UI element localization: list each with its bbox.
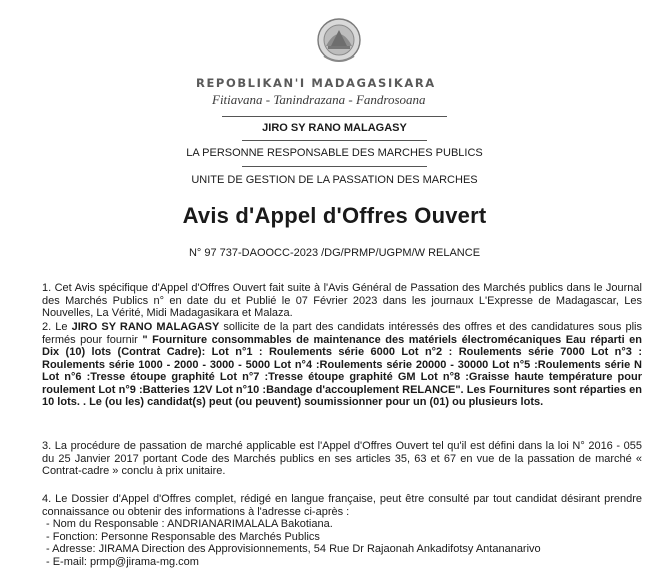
notice-reference: N° 97 737-DAOOCC-2023 /DG/PRMP/UGPM/W RELANCE (188, 247, 481, 259)
country-name: REPOBLIKAN'I MADAGASIKARA (196, 76, 436, 90)
org-divider (242, 140, 427, 141)
paragraph-3: 3. La procédure de passation de marché applicable est l'Appel d'Offres Ouvert tel qu'il est défini dans la loi N° 2016 - 055 du 25 Janvier 2017 portant Code des Marchés publics en ses articles 35, 63 et 67 en vue de la passation de marché « Contrat-cadre » conclu à prix unitaire. (42, 440, 642, 477)
paragraph-4 (42, 493, 642, 568)
header-divider (222, 116, 447, 117)
paragraph-1: 1. Cet Avis spécifique d'Appel d'Offres Ouvert fait suite à l'Avis Général de Passation des Marchés publics dans le Journal des Marchés Publics n° en date du et Publié le 07 Février 2023 dans les journaux L'Expresse de Madagascar, Les Nouvelles, La Vérité, Midi Madagasikara et Malaza. (42, 282, 642, 319)
issuer-organization: JIRO SY RANO MALAGASY (262, 122, 407, 134)
procurement-unit-title: UNITE DE GESTION DE LA PASSATION DES MARCHES (191, 174, 478, 186)
contact-address: - Adresse: JIRAMA Direction des Approvisionnements, 54 Rue Dr Rajaonah Ankadifotsy Antananarivo (46, 543, 541, 555)
madagascar-state-seal-icon (316, 16, 362, 68)
national-motto: Fitiavana - Tanindrazana - Fandrosoana (212, 92, 426, 107)
paragraph-2-organization: JIRO SY RANO MALAGASY (71, 321, 220, 333)
paragraph-4-intro: 4. Le Dossier d'Appel d'Offres complet, rédigé en langue française, peut être consulté par tout candidat désirant prendre connaissance ou obtenir des informations à l'adresse ci-après : (42, 493, 642, 518)
responsible-person-title: LA PERSONNE RESPONSABLE DES MARCHES PUBLICS (186, 147, 483, 159)
prmp-divider (242, 166, 427, 167)
contact-email[interactable]: - E-mail: prmp@jirama-mg.com (46, 555, 199, 568)
paragraph-2-prefix: 2. Le (42, 321, 72, 333)
contact-name: - Nom du Responsable : ANDRIANARIMALALA Bakotiana. (46, 518, 333, 530)
paragraph-2 (42, 321, 642, 409)
paragraph-2-intro: sollicite de la part des candidats intéressés des offres et des candidatures sous plis fermés pour fournir (42, 321, 643, 346)
paragraph-2-lots-description: " Fourniture consommables de maintenance des matériels électromécaniques Eau réparti en Dix (10) lots (Contrat Cadre): Lot n°1 : Roulements série 6000 Lot n°2 : Roulements série 7000 Lot n°3 : Roulements série 1000 - 2000 - 3000 - 5000 Lot n°4 :Roulements série 20000 - 30000 Lot n°5 :Roulements série N Lot n°6 :Tresse étoupe graphité Lot n°7 :Tresse étoupe graphité GM Lot n°8 :Graisse haute température pour roulement Lot n°9 :Batteries 12V Lot n°10 :Bandage d'accouplement RELANCE". Les Fournitures sont réparties en 10 lots. . Le (ou les) candidat(s) peut (ou peuvent) soumissionner pour un (01) ou plusieurs lots. (42, 333, 642, 408)
contact-function: - Fonction: Personne Responsable des Marchés Publics (46, 530, 320, 543)
notice-title: Avis d'Appel d'Offres Ouvert (182, 203, 487, 228)
